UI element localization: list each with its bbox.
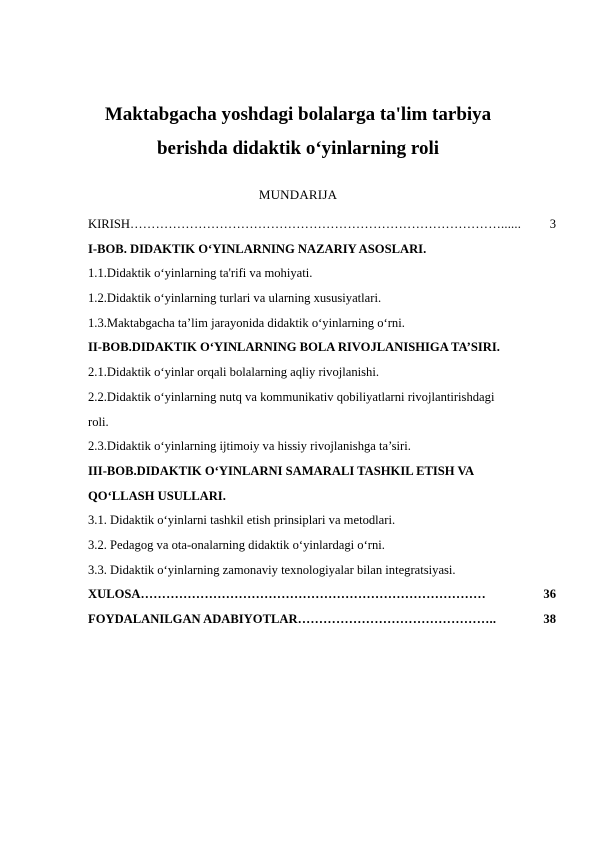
toc-entry-label: XULOSA [88,587,141,602]
toc-entry: 2.3.Didaktik o‘yinlarning ijtimoiy va hissiy rivojlanishga ta’siri. [88,439,411,454]
toc-heading: MUNDARIJA [258,187,338,202]
toc-entry: I-BOB. DIDAKTIK O‘YINLARNING NAZARIY ASOSLARI. [88,241,427,256]
toc-entry: 1.2.Didaktik o‘yinlarning turlari va ularning xususiyatlari. [88,291,382,306]
toc-entry [88,586,556,602]
toc-entry-leader: ……………………………………………………………………… [140,587,486,602]
table-of-contents [88,216,556,636]
document-title-line-2: berishda didaktik o‘yinlarning roli [156,138,440,159]
toc-entry-page-number: 38 [543,612,556,626]
toc-entry [88,611,556,627]
toc-entry: 2.2.Didaktik o‘yinlarning nutq va kommunikativ qobiliyatlarni rivojlantirishdagi [88,389,495,404]
toc-entry: 1.3.Maktabgacha ta’lim jarayonida didaktik o‘yinlarning o‘rni. [88,315,405,330]
toc-entry: 3.2. Pedagog va ota-onalarning didaktik o‘yinlardagi o‘rni. [88,537,385,552]
toc-entry: 3.1. Didaktik o‘yinlarni tashkil etish prinsiplari va metodlari. [88,513,396,528]
toc-entry: 3.3. Didaktik o‘yinlarning zamonaviy texnologiyalar bilan integratsiyasi. [88,562,456,577]
toc-entry-label: KIRISH [88,217,130,231]
toc-entry-page-number: 3 [549,217,556,231]
toc-entry-page-number: 36 [543,587,556,602]
toc-entry [88,216,556,232]
document-title-line-1: Maktabgacha yoshdagi bolalarga ta'lim tarbiya [104,104,492,125]
toc-entry: QO‘LLASH USULLARI. [88,488,226,503]
toc-entry: 2.1.Didaktik o‘yinlar orqali bolalarning aqliy rivojlanishi. [88,365,379,380]
toc-entry: roli. [88,414,109,429]
toc-entry: 1.1.Didaktik o‘yinlarning ta'rifi va mohiyati. [88,266,313,281]
toc-entry: III-BOB.DIDAKTIK O‘YINLARNI SAMARALI TASHKIL ETISH VA [88,463,475,478]
toc-entry-leader: ……………………………………………………………………………...... [129,217,522,231]
toc-entry-leader: ……………………………………….. [297,612,497,626]
toc-entry-label: FOYDALANILGAN ADABIYOTLAR [88,612,298,626]
toc-entry: II-BOB.DIDAKTIK O‘YINLARNING BOLA RIVOJLANISHIGA TA’SIRI. [88,340,500,355]
